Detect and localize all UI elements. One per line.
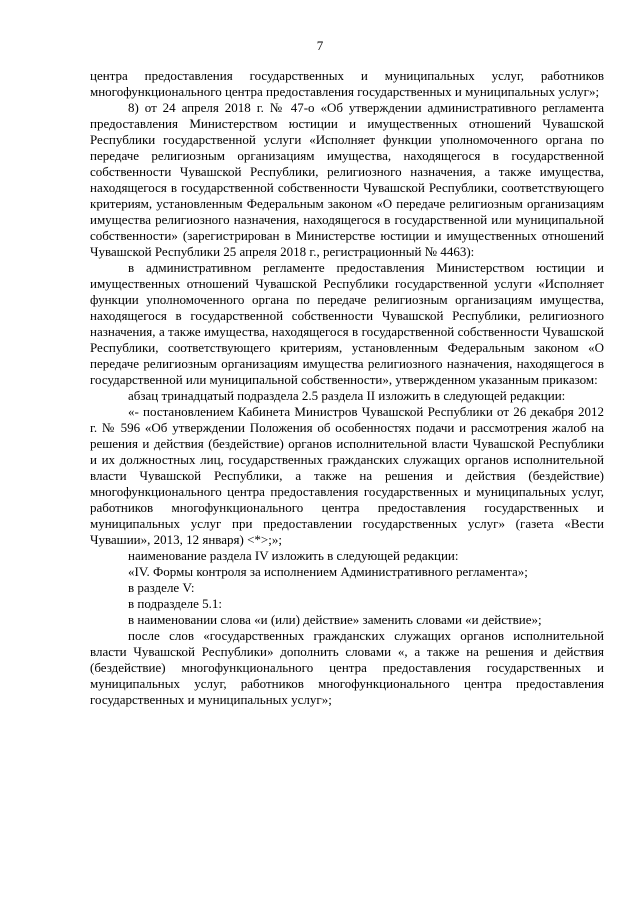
paragraph-item-8: 8) от 24 апреля 2018 г. № 47-о «Об утверждении административного регламента предоставления Министерством юстиции и имущественных отношений Чувашской Республики государственной услуги «Исполняет функции уполномоченного органа по передаче религиозным организациям имущества, находящегося в государственной собственности Чувашской Республики, религиозного назначения, а также имущества, находящегося в государственной собственности Чувашской Республики, соответствующего критериям, установленным Федеральным законом «О передаче религиозным организациям имущества религиозного назначения, находящегося в государственной или муниципальной собственности» (зарегистрирован в Министерстве юстиции и имущественных отношений Чувашской Республики 25 апреля 2018 г., регистрационный № 4463): bbox=[90, 100, 604, 259]
document-body bbox=[90, 68, 604, 708]
paragraph-section-v: в разделе V: bbox=[128, 580, 195, 595]
paragraph-section-iv: «IV. Формы контроля за исполнением Административного регламента»; bbox=[128, 564, 528, 579]
paragraph-abzac: абзац тринадцатый подраздела 2.5 раздела II изложить в следующей редакции: bbox=[128, 388, 566, 403]
paragraph-section-name: наименование раздела IV изложить в следующей редакции: bbox=[128, 548, 459, 563]
page-number: 7 bbox=[316, 38, 324, 53]
paragraph-continuation: центра предоставления государственных и муниципальных услуг, работников многофункционального центра предоставления государственных и муниципальных услуг»; bbox=[90, 68, 604, 99]
paragraph-after-words: после слов «государственных гражданских служащих органов исполнительной власти Чувашской Республики» дополнить словами «, а также на решения и действия (бездействие) многофункционального центра предоставления государственных и муниципальных услуг, работников многофункционального центра предоставления государственных и муниципальных услуг»; bbox=[90, 628, 604, 707]
paragraph-subsection: в подразделе 5.1: bbox=[128, 596, 223, 611]
paragraph-quote: «- постановлением Кабинета Министров Чувашской Республики от 26 декабря 2012 г. № 596 «Об утверждении Положения об особенностях подачи и рассмотрения жалоб на решения и действия (бездействие) органов исполнительной власти Чувашской Республики и их должностных лиц, государственных гражданских служащих органов исполнительной власти Чувашской Республики, а также на решения и действия (бездействие) многофункционального центра предоставления государственных и муниципальных услуг, работников многофункционального центра предоставления государственных и муниципальных услуг при предоставлении государственных услуг» (газета «Вести Чувашии», 2013, 12 января) <*>;»; bbox=[90, 404, 604, 547]
paragraph-regulation: в административном регламенте предоставления Министерством юстиции и имущественных отношений Чувашской Республики государственной услуги «Исполняет функции уполномоченного органа по передаче религиозным организациям имущества, находящегося в государственной собственности Чувашской Республики, религиозного назначения, а также имущества, находящегося в государственной собственности Чувашской Республики, соответствующего критериям, установленным Федеральным законом «О передаче религиозным организациям имущества религиозного назначения, находящегося в государственной или муниципальной собственности», утвержденном указанным приказом: bbox=[90, 260, 604, 387]
paragraph-naming: в наименовании слова «и (или) действие» заменить словами «и действие»; bbox=[128, 612, 542, 627]
